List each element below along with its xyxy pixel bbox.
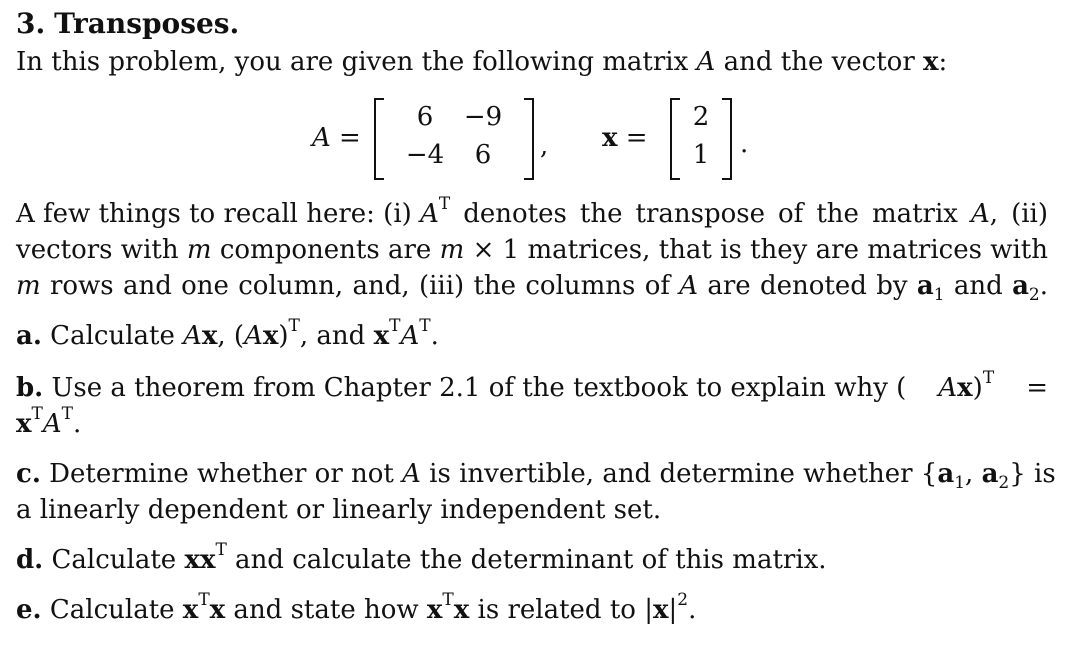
vector-symbol: x <box>373 321 390 351</box>
right-bracket <box>722 98 732 180</box>
recall-text: . <box>1039 271 1049 301</box>
math-symbol: m <box>439 235 465 265</box>
problem-number: 3. <box>16 7 46 40</box>
matrix-symbol: A <box>938 373 958 403</box>
part-text: and state how <box>225 595 427 625</box>
part-b-line-2 <box>16 406 81 442</box>
vector-x-cell: 1 <box>692 140 710 170</box>
part-text: . <box>688 595 697 625</box>
part-c-line-2: a linearly dependent or linearly independent set. <box>16 495 662 525</box>
part-text: ) <box>972 373 983 403</box>
subscript: 2 <box>998 473 1010 494</box>
part-label: b. <box>16 373 44 403</box>
subscript: 1 <box>954 473 966 494</box>
vector-symbol: x <box>426 595 443 625</box>
part-label: a. <box>16 321 42 351</box>
part-text: ) <box>278 321 289 351</box>
matrix-a-cell: −9 <box>463 102 503 132</box>
intro-text: In this problem, you are given the following matrix <box>16 47 697 77</box>
column-vector-symbol: a <box>1012 271 1029 301</box>
vector-symbol: x <box>201 321 218 351</box>
matrix-a-cell: 6 <box>474 140 492 170</box>
part-text: Determine whether or not <box>40 459 403 489</box>
left-bracket <box>374 98 384 180</box>
right-bracket <box>524 98 534 180</box>
vector-symbol: xx <box>184 545 216 575</box>
part-text: Calculate <box>41 321 184 351</box>
matrix-symbol: A <box>42 409 62 439</box>
part-label: c. <box>16 459 41 489</box>
matrix-symbol: A <box>420 199 439 229</box>
part-text: . <box>430 321 439 351</box>
matrix-symbol: A <box>696 47 716 77</box>
subscript: 1 <box>933 285 945 306</box>
part-label: e. <box>16 595 42 625</box>
matrix-symbol: A <box>183 321 202 351</box>
vector-symbol: x <box>182 595 199 625</box>
matrix-symbol: A <box>679 271 699 301</box>
intro-sentence <box>16 44 947 80</box>
vector-x-symbol: x <box>602 123 618 153</box>
recall-text: A few things to recall here: (i) <box>16 199 421 229</box>
part-text: } is <box>1009 459 1056 489</box>
recall-text: , (ii) <box>989 199 1048 229</box>
column-vector-symbol: a <box>916 271 934 301</box>
recall-text: are denoted by <box>698 271 917 301</box>
math-symbol: m <box>16 271 41 301</box>
part-text: Calculate <box>43 545 185 575</box>
matrix-a-cell: −4 <box>405 140 445 170</box>
part-text: is related to | <box>469 595 653 625</box>
matrix-a-symbol: A <box>312 123 331 153</box>
vector-symbol: x <box>262 321 279 351</box>
recall-text: vectors with <box>16 235 187 265</box>
matrix-a-label <box>312 120 361 156</box>
matrix-a-cell: 6 <box>416 102 434 132</box>
vector-symbol: x <box>453 595 470 625</box>
vector-x <box>670 98 730 178</box>
part-text: , <box>965 459 982 489</box>
matrix-symbol: A <box>244 321 263 351</box>
part-text: Use a theorem from Chapter 2.1 of the textbook to explain why ( <box>43 373 907 403</box>
matrix-symbol: A <box>971 199 990 229</box>
part-text: , ( <box>217 321 245 351</box>
part-text: is invertible, and determine whether { <box>420 459 938 489</box>
recall-text: denotes the transpose of the matrix <box>463 199 971 229</box>
vector-symbol: x <box>652 595 669 625</box>
problem-heading <box>16 6 239 42</box>
vector-symbol: x <box>923 47 939 77</box>
intro-text: : <box>938 47 948 77</box>
recall-line-3 <box>16 268 1048 304</box>
matrix-comma: , <box>540 131 549 161</box>
matrix-symbol: A <box>400 321 420 351</box>
subscript: 2 <box>1028 285 1040 306</box>
matrix-symbol: A <box>402 459 421 489</box>
transpose-superscript: T <box>31 404 43 425</box>
transpose-superscript: T <box>389 316 401 337</box>
equals-sign: = <box>1026 373 1049 403</box>
vector-period: . <box>740 129 749 159</box>
column-vector-symbol: a <box>981 459 999 489</box>
part-c-line-1 <box>16 456 1056 494</box>
matrix-a <box>374 98 534 178</box>
vector-x-cell: 2 <box>692 102 710 132</box>
transpose-superscript: T <box>61 404 73 425</box>
recall-text: and <box>944 271 1013 301</box>
vector-symbol: x <box>957 373 973 403</box>
equals-sign: = <box>339 123 361 153</box>
part-text: . <box>72 409 82 439</box>
recall-line-1 <box>16 196 1048 232</box>
part-b-line-1 <box>16 370 1048 406</box>
recall-text: components are <box>211 235 440 265</box>
part-e <box>16 592 696 628</box>
transpose-superscript: T <box>982 368 995 389</box>
column-vector-symbol: a <box>937 459 955 489</box>
transpose-superscript: T <box>215 540 227 561</box>
part-d <box>16 542 827 578</box>
vector-x-label <box>602 120 648 156</box>
transpose-superscript: T <box>438 194 451 215</box>
transpose-superscript: T <box>419 316 431 337</box>
recall-text: × 1 matrices, that is they are matrices with <box>464 235 1048 265</box>
part-text: and calculate the determinant of this matrix. <box>226 545 827 575</box>
matrix-display <box>0 98 1072 178</box>
part-label: d. <box>16 545 44 575</box>
recall-line-2 <box>16 232 1048 268</box>
part-a <box>16 318 439 354</box>
part-text: Calculate <box>41 595 183 625</box>
transpose-superscript: T <box>442 590 454 611</box>
equals-sign: = <box>625 123 648 153</box>
math-symbol: m <box>186 235 212 265</box>
part-text: | <box>668 595 678 625</box>
vector-symbol: x <box>209 595 226 625</box>
vector-symbol: x <box>16 409 32 439</box>
transpose-superscript: T <box>198 590 210 611</box>
transpose-superscript: T <box>288 316 300 337</box>
problem-title: Transposes. <box>54 7 240 40</box>
squared-superscript: 2 <box>677 590 689 611</box>
intro-text: and the vector <box>715 47 924 77</box>
part-text: , and <box>299 321 374 351</box>
recall-text: rows and one column, and, (iii) the columns of <box>40 271 680 301</box>
